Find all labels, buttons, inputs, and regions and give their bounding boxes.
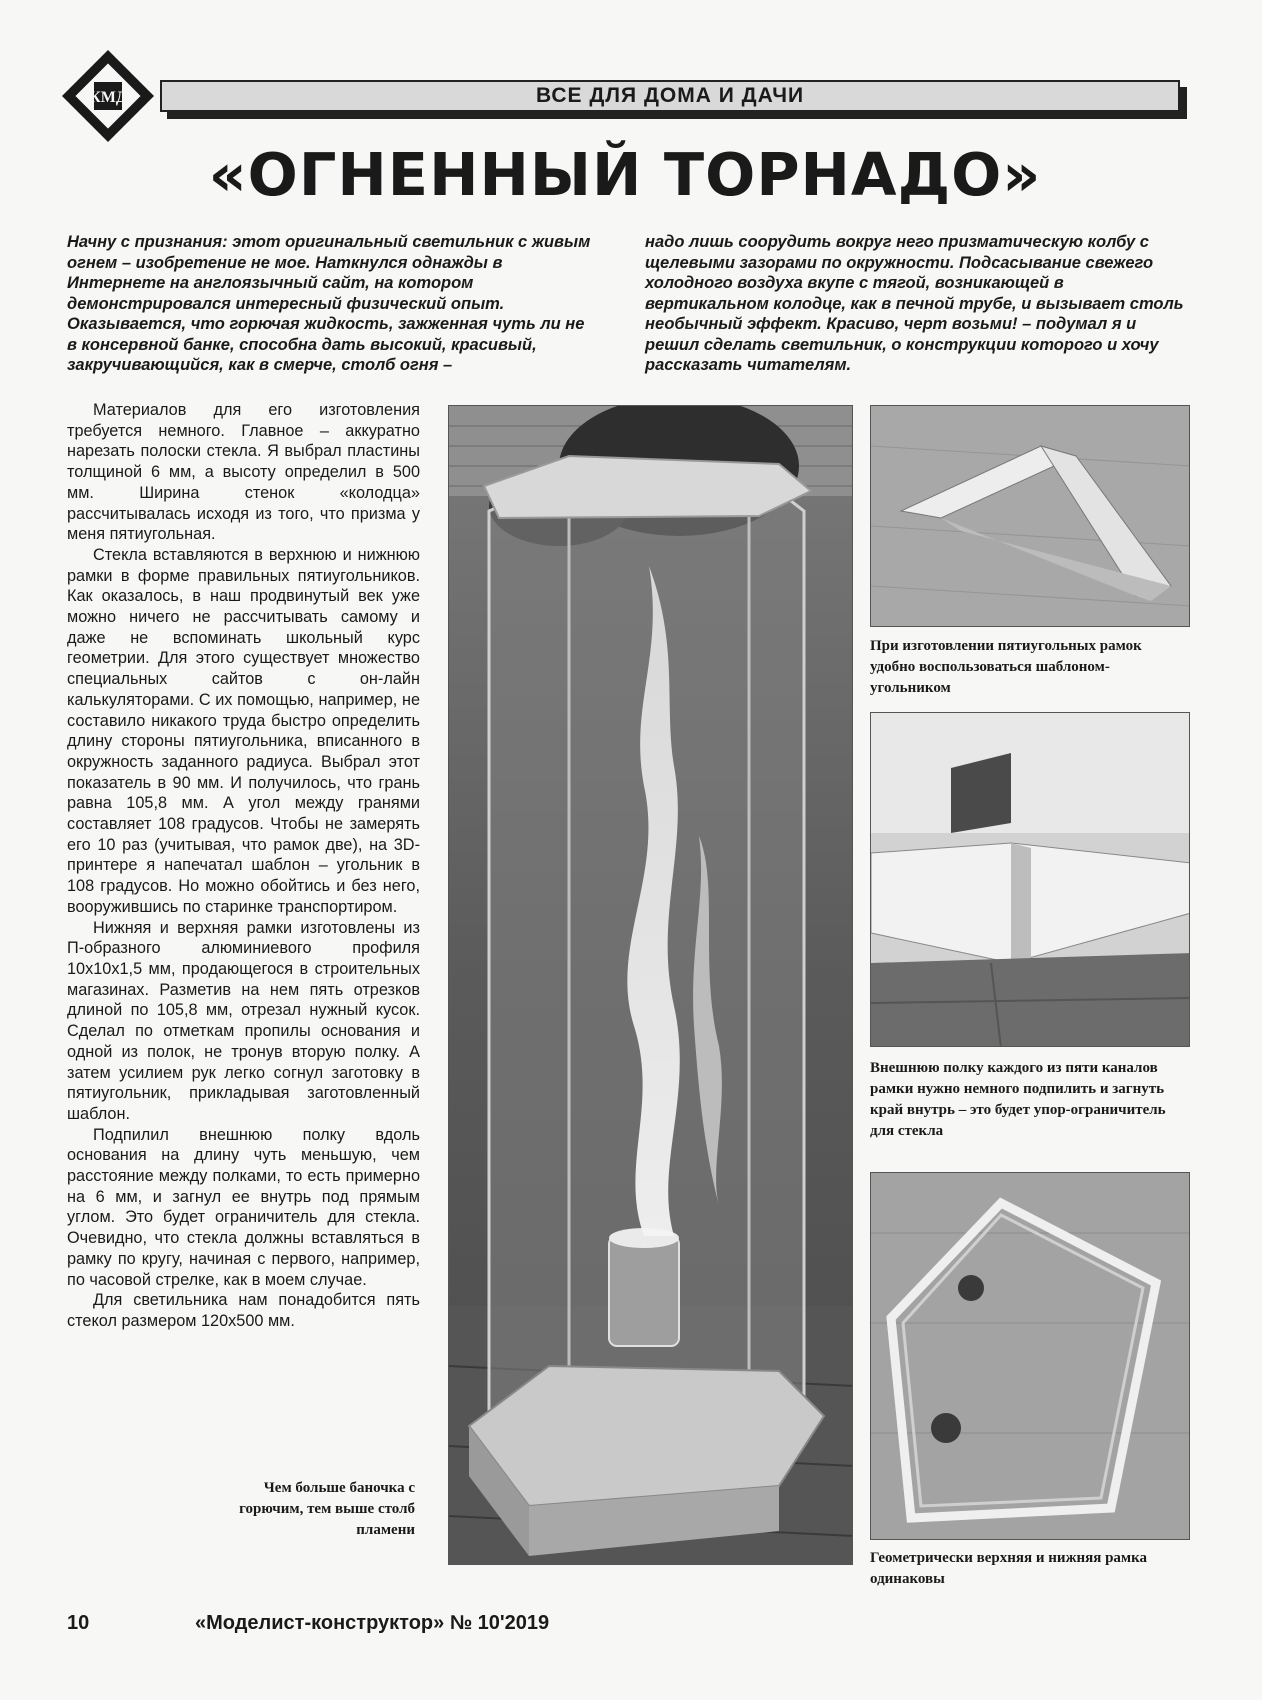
photo3-caption: Геометрически верхняя и нижняя рамка одинаковы xyxy=(870,1550,1148,1587)
lead-left: Начну с признания: этот оригинальный светильник с живым огнем – изобретение не мое. Наткнулся однажды в Интернете на англоязычный сайт, на котором демонстрировался интересный физический опыт. Оказывается, что горючая жидкость, зажженная чуть ли не в консервной банке, способна дать высокий, красивый, закручивающийся, как в смерче, столб огня – xyxy=(67,233,591,374)
photo-pentagon-frame xyxy=(870,1172,1190,1540)
photo-frame-channel xyxy=(870,712,1190,1047)
main-photo-fire-tornado xyxy=(448,405,853,1565)
svg-text:КМД: КМД xyxy=(89,89,127,106)
body-paragraph: Стекла вставляются в верхнюю и нижнюю рамки в форме правильных пятиугольников. Как оказалось, в наш продвинутый век уже можно ничего не рассчитывать самому и даже не вспоминать школьный курс геометрии. Для этого существует множество специальных сайтов с он-лайн калькуляторами. С их помощью, например, не составило никакого труда быстро определить длину стороны пятиугольника, вписанного в окружность заданного радиуса. Выбрал этот показатель в 90 мм. И получилось, что грань равна 105,8 мм. А угол между гранями составляет 108 градусов. Чтобы не замерять его 10 раз (учитывая, что рамок две), на 3D-принтере я напечатал шаблон – угольник в 108 градусов. Но можно обойтись и без него, вооружившись по старинке транспортиром. xyxy=(67,545,420,916)
body-paragraph: Нижняя и верхняя рамки изготовлены из П-образного алюминиевого профиля 10х10х1,5 мм, продающегося в строительных магазинах. Разметив на нем пять отрезков длиной по 105,8 мм, отрезал нужный кусок. Сделал по отметкам пропилы основания и одной из полок, не тронув вторую полку. А затем усилием рук легко согнул заготовку в пятиугольник, прикладывая заготовленный шаблон. xyxy=(67,918,420,1123)
magazine-logo xyxy=(60,48,156,144)
photo2-caption: Внешнюю полку каждого из пяти каналов рамки нужно немного подпилить и загнуть край внутрь – это будет упор-ограничитель для стекла xyxy=(870,1060,1166,1139)
magazine-issue: «Моделист-конструктор» № 10'2019 xyxy=(195,1612,550,1634)
body-paragraph: Подпилил внешнюю полку вдоль основания на длину чуть меньшую, чем расстояние между полками, то есть примерно на 6 мм, и загнул ее внутрь под прямым углом. Это будет ограничитель для стекла. Очевидно, что стекла должны вставляться в рамку по кругу, начиная с первого, например, по часовой стрелке, как в моем случае. xyxy=(67,1125,420,1289)
body-paragraph: Для светильника нам понадобится пять стекол размером 120х500 мм. xyxy=(67,1291,420,1330)
photo-template-corner xyxy=(870,405,1190,627)
article-title: «ОГНЕННЫЙ ТОРНАДО» xyxy=(208,140,1042,209)
lead-right: надо лишь соорудить вокруг него призматическую колбу с щелевыми зазорами по окружности. Подсасывание свежего холодного воздуха вкупе с тягой, возникающей в вертикальном колодце, как в печной трубе, и вызывает столь необычный эффект. Красиво, черт возьми! – подумал я и решил сделать светильник, о конструкции которого и хочу рассказать читателям. xyxy=(645,233,1184,374)
photo1-caption: При изготовлении пятиугольных рамок удобно воспользоваться шаблоном-угольником xyxy=(870,638,1142,696)
rubric-label: ВСЕ ДЛЯ ДОМА И ДАЧИ xyxy=(535,84,805,107)
page-number: 10 xyxy=(67,1612,90,1634)
main-photo-caption: Чем больше баночка с горючим, тем выше столб пламени xyxy=(239,1480,415,1538)
rubric-bar xyxy=(160,80,1180,112)
article-body xyxy=(67,400,420,1332)
body-paragraph: Материалов для его изготовления требуется немного. Главное – аккуратно нарезать полоски стекла. Я выбрал пластины толщиной 6 мм, а высоту определил в 500 мм. Ширина стенок «колодца» рассчитывалась исходя из того, что призма у меня пятиугольная. xyxy=(67,401,420,544)
